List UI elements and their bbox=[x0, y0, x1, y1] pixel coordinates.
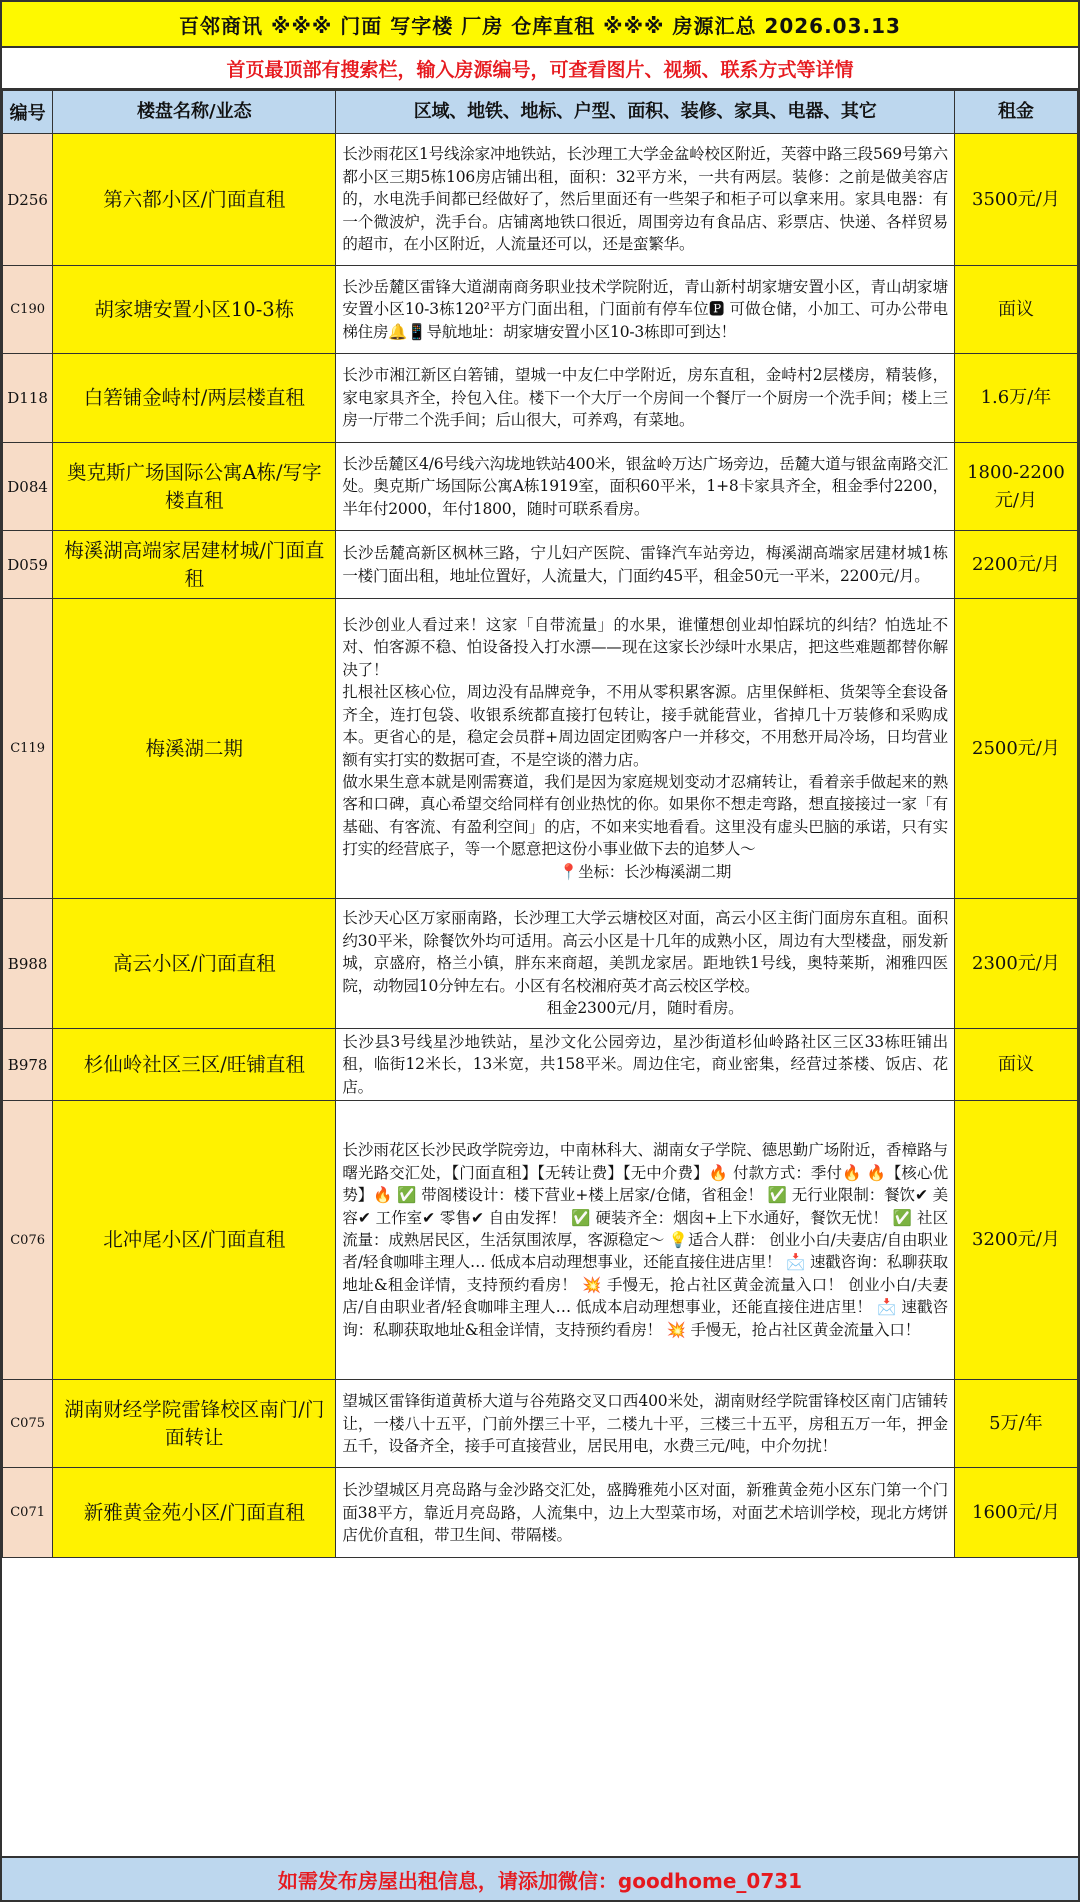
listing-id: D059 bbox=[3, 531, 53, 599]
listing-name: 白箬铺金峙村/两层楼直租 bbox=[53, 354, 336, 443]
column-header-rent: 租金 bbox=[954, 91, 1077, 134]
listing-name: 北冲尾小区/门面直租 bbox=[53, 1101, 336, 1380]
table-row bbox=[3, 1029, 1078, 1101]
table-row bbox=[3, 1468, 1078, 1558]
table-row bbox=[3, 1380, 1078, 1468]
listing-id: D084 bbox=[3, 443, 53, 531]
details-paragraph: 望城区雷锋街道黄桥大道与谷苑路交叉口西400米处，湖南财经学院雷锋校区南门店铺转让，一楼八十五平，门前外摆三十平，二楼九十平，三楼三十五平，房租五万一年，押金五千，设备齐全，接手可直接营业，居民用电，水费三元/吨，中介勿扰！ bbox=[342, 1392, 948, 1455]
table-row bbox=[3, 1101, 1078, 1380]
details-paragraph: 📍坐标：长沙梅溪湖二期 bbox=[559, 862, 732, 881]
listing-name: 新雅黄金苑小区/门面直租 bbox=[53, 1468, 336, 1558]
contact-footer: 如需发布房屋出租信息，请添加微信：goodhome_0731 bbox=[2, 1856, 1078, 1900]
listing-rent: 1600元/月 bbox=[954, 1468, 1077, 1558]
listing-rent: 面议 bbox=[954, 1029, 1077, 1101]
listing-rent: 2500元/月 bbox=[954, 599, 1077, 899]
listing-name: 杉仙岭社区三区/旺铺直租 bbox=[53, 1029, 336, 1101]
details-paragraph: 长沙雨花区1号线涂家冲地铁站，长沙理工大学金盆岭校区附近，芙蓉中路三段569号第六都小区三期5栋106房店铺出租，面积：32平方米，一共有两层。装修：之前是做美容店的，水电洗手间都已经做好了，然后里面还有一些架子和柜子可以拿来用。家具电器：有一个微波炉，洗手台。店铺离地铁口很近，周围旁边有食品店、彩票店、快递、各样贸易的超市，在小区附近，人流量还可以，还是蛮繁华。 bbox=[342, 145, 948, 254]
listing-name: 梅溪湖二期 bbox=[53, 599, 336, 899]
listing-rent: 2200元/月 bbox=[954, 531, 1077, 599]
listing-details bbox=[336, 134, 955, 266]
table-row bbox=[3, 599, 1078, 899]
listing-name: 梅溪湖高端家居建材城/门面直租 bbox=[53, 531, 336, 599]
details-paragraph: 长沙县3号线星沙地铁站，星沙文化公园旁边，星沙街道杉仙岭路社区三区33栋旺铺出租，临街12米长，13米宽，共158平米。周边住宅，商业密集，经营过茶楼、饭店、花店。 bbox=[342, 1033, 948, 1096]
listing-details bbox=[336, 1029, 955, 1101]
listing-details bbox=[336, 1380, 955, 1468]
listing-name: 高云小区/门面直租 bbox=[53, 899, 336, 1029]
listing-id: B988 bbox=[3, 899, 53, 1029]
listing-rent: 1800-2200元/月 bbox=[954, 443, 1077, 531]
listing-rent: 3500元/月 bbox=[954, 134, 1077, 266]
table-header-row bbox=[3, 91, 1078, 134]
table-row bbox=[3, 266, 1078, 354]
details-paragraph: 长沙岳麓区4/6号线六沟垅地铁站400米，银盆岭万达广场旁边，岳麓大道与银盆南路交汇处。奥克斯广场国际公寓A栋1919室，面积60平米，1+8卡家具齐全，租金季付2200，半年付2000，年付1800，随时可联系看房。 bbox=[342, 454, 948, 518]
listing-name: 胡家塘安置小区10-3栋 bbox=[53, 266, 336, 354]
table-row bbox=[3, 134, 1078, 266]
listing-id: C119 bbox=[3, 599, 53, 899]
listing-rent: 面议 bbox=[954, 266, 1077, 354]
column-header-id: 编号 bbox=[3, 91, 53, 134]
listing-rent: 1.6万/年 bbox=[954, 354, 1077, 443]
details-paragraph: 长沙岳麓区雷锋大道湖南商务职业技术学院附近，青山新村胡家塘安置小区，青山胡家塘安置小区10-3栋120²平方门面出租，门面前有停车位🅿 可做仓储，小加工、可办公带电梯住房🔔📱导航地址：胡家塘安置小区10-3栋即可到达！ bbox=[342, 277, 948, 341]
listing-details bbox=[336, 1101, 955, 1380]
column-header-details: 区域、地铁、地标、户型、面积、装修、家具、电器、其它 bbox=[336, 91, 955, 134]
listing-details bbox=[336, 531, 955, 599]
details-paragraph: 长沙岳麓高新区枫林三路，宁儿妇产医院、雷锋汽车站旁边，梅溪湖高端家居建材城1栋一楼门面出租，地址位置好，人流量大，门面约45平，租金50元一平米，2200元/月。 bbox=[342, 544, 948, 585]
listing-details bbox=[336, 266, 955, 354]
listing-id: D118 bbox=[3, 354, 53, 443]
listing-rent: 3200元/月 bbox=[954, 1101, 1077, 1380]
listing-id: C075 bbox=[3, 1380, 53, 1468]
details-paragraph: 租金2300元/月，随时看房。 bbox=[546, 999, 744, 1018]
table-row bbox=[3, 443, 1078, 531]
listing-id: C071 bbox=[3, 1468, 53, 1558]
listing-id: C190 bbox=[3, 266, 53, 354]
listing-name: 湖南财经学院雷锋校区南门/门面转让 bbox=[53, 1380, 336, 1468]
listing-details bbox=[336, 899, 955, 1029]
details-paragraph: 长沙市湘江新区白箬铺，望城一中友仁中学附近，房东直租，金峙村2层楼房，精装修，家电家具齐全，拎包入住。楼下一个大厅一个房间一个餐厅一个厨房一个洗手间；楼上三房一厅带二个洗手间；后山很大，可养鸡，有菜地。 bbox=[342, 366, 948, 430]
listing-name: 第六都小区/门面直租 bbox=[53, 134, 336, 266]
listing-rows bbox=[3, 134, 1078, 1558]
table-row bbox=[3, 899, 1078, 1029]
listing-details bbox=[336, 443, 955, 531]
table-row bbox=[3, 354, 1078, 443]
details-paragraph: 长沙雨花区长沙民政学院旁边，中南林科大、湖南女子学院、德思勤广场附近，香樟路与曙光路交汇处，【门面直租】【无转让费】【无中介费】🔥 付款方式：季付🔥 🔥【核心优势】🔥 ✅ 带阁楼设计：楼下营业+楼上居家/仓储，省租金！ ✅ 无行业限制：餐饮✔ 美容✔ 工作室✔ 零售✔ 自由发挥！ ✅ 硬装齐全：烟囱+上下水通好，餐饮无忧！ ✅ 社区流量：成熟居民区，生活氛围浓厚，客源稳定～ 💡适合人群： 创业小白/夫妻店/自由职业者/轻食咖啡主理人… 低成本启动理想事业，还能直接住进店里！ 📩 速戳咨询：私聊获取地址&租金详情，支持预约看房！ 💥 手慢无，抢占社区黄金流量入口！ 创业小白/夫妻店/自由职业者/轻食咖啡主理人… 低成本启动理想事业，还能直接住进店里！ 📩 速戳咨询：私聊获取地址&租金详情，支持预约看房！ 💥 手慢无，抢占社区黄金流量入口！ bbox=[342, 1141, 948, 1339]
details-paragraph: 长沙天心区万家丽南路，长沙理工大学云塘校区对面，高云小区主街门面房东直租。面积约30平米，除餐饮外均可适用。高云小区是十几年的成熟小区，周边有大型楼盘，丽发新城，京盛府，格兰小镇，胖东来商超，美凯龙家居。距地铁1号线，奥特莱斯，湘雅四医院，动物园10分钟左右。小区有名校湘府英才高云校区学校。 bbox=[342, 909, 948, 995]
listing-id: C076 bbox=[3, 1101, 53, 1380]
table-row bbox=[3, 531, 1078, 599]
listing-name: 奥克斯广场国际公寓A栋/写字楼直租 bbox=[53, 443, 336, 531]
listing-rent: 2300元/月 bbox=[954, 899, 1077, 1029]
listing-details bbox=[336, 354, 955, 443]
page-title: 百邻商讯 ※※※ 门面 写字楼 厂房 仓库直租 ※※※ 房源汇总 2026.03.13 bbox=[2, 2, 1078, 48]
details-paragraph: 做水果生意本就是刚需赛道，我们是因为家庭规划变动才忍痛转让，看着亲手做起来的熟客和口碑，真心希望交给同样有创业热忱的你。如果你不想走弯路，想直接接过一家「有基础、有客流、有盈利空间」的店，不如来实地看看。这里没有虚头巴脑的承诺，只有实打实的经营底子，等一个愿意把这份小事业做下去的追梦人～ bbox=[342, 772, 948, 859]
listing-table bbox=[2, 90, 1078, 1558]
details-paragraph: 扎根社区核心位，周边没有品牌竞争，不用从零积累客源。店里保鲜柜、货架等全套设备齐全，连打包袋、收银系统都直接打包转让，接手就能营业，省掉几十万装修和采购成本。更省心的是，稳定会员群+周边固定团购客户一并移交，不用愁开局冷场，日均营业额有实打实的数据可查，不是空谈的潜力店。 bbox=[342, 683, 948, 769]
search-notice: 首页最顶部有搜索栏，输入房源编号，可查看图片、视频、联系方式等详情 bbox=[2, 48, 1078, 90]
listing-rent: 5万/年 bbox=[954, 1380, 1077, 1468]
details-paragraph: 长沙创业人看过来！这家「自带流量」的水果，谁懂想创业却怕踩坑的纠结？怕选址不对、怕客源不稳、怕设备投入打水漂——现在这家长沙绿叶水果店，把这些难题都替你解决了！ bbox=[342, 616, 948, 679]
listing-details bbox=[336, 599, 955, 899]
listing-id: B978 bbox=[3, 1029, 53, 1101]
details-paragraph: 长沙望城区月亮岛路与金沙路交汇处，盛腾雅苑小区对面，新雅黄金苑小区东门第一个门面38平方，靠近月亮岛路，人流集中，边上大型菜市场，对面艺术培训学校，现北方烤饼店优价直租，带卫生间、带隔楼。 bbox=[342, 1481, 948, 1544]
column-header-name: 楼盘名称/业态 bbox=[53, 91, 336, 134]
listing-details bbox=[336, 1468, 955, 1558]
listing-id: D256 bbox=[3, 134, 53, 266]
